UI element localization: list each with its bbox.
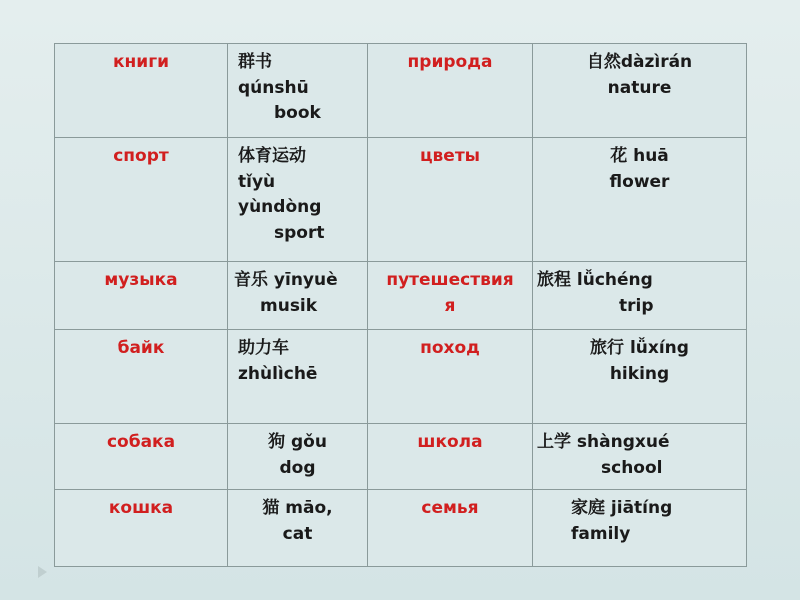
russian-word-cell [55,262,228,330]
table-row [55,330,747,424]
russian-word-cell [55,330,228,424]
chinese-translation-cell [533,44,747,138]
english-word: sport [274,222,325,243]
table-row [55,262,747,330]
chinese-with-pinyin: 花 huā [610,146,669,166]
chinese-translation-cell [533,138,747,262]
chinese-translation-cell [228,490,368,567]
english-word: musik [260,295,318,316]
pinyin: qúnshū [238,77,309,98]
russian-word-cell [368,490,533,567]
russian-word: книги [113,52,169,72]
pinyin: zhùlìchē [238,363,318,384]
table-row [55,490,747,567]
english-word: nature [607,77,672,98]
russian-word: путешеств​ия [386,270,514,290]
chinese-translation-cell [228,262,368,330]
chinese-with-pinyin: 自然dàzìrán [586,52,693,72]
russian-word: кошка [108,498,174,518]
russian-word-cell [55,44,228,138]
english-word: hiking [609,363,670,384]
table-row [55,138,747,262]
russian-word: собака [106,432,176,452]
russian-word: музыка [104,270,178,290]
russian-word: спорт [113,146,169,166]
russian-word-cell [368,424,533,490]
chinese-translation-cell [533,262,747,330]
table-row [55,44,747,138]
english-word: school [601,457,663,478]
russian-word: байк [117,338,165,358]
english-word: family [571,523,631,544]
table-row [55,424,747,490]
chinese-characters: 体育运动 [238,146,306,166]
chinese-translation-cell [228,44,368,138]
chinese-translation-cell [533,330,747,424]
chinese-characters: 群书 [238,52,272,72]
russian-word-cell [55,490,228,567]
russian-word: цветы [419,146,481,166]
chinese-with-pinyin: 家庭 jiātíng [571,498,673,518]
vocabulary-table [54,43,747,567]
russian-word: школа [417,432,483,452]
pinyin: tǐyù [238,171,276,192]
chinese-with-pinyin: 狗 gǒu [268,432,327,452]
triangle-right-icon[interactable] [38,566,47,578]
chinese-translation-cell [228,330,368,424]
russian-word-cell [368,44,533,138]
english-word: trip [619,295,654,316]
chinese-with-pinyin: 音乐 yīnyuè [234,270,338,290]
chinese-translation-cell [533,424,747,490]
russian-word-cell [55,138,228,262]
english-word: cat [282,523,313,544]
chinese-translation-cell [228,424,368,490]
chinese-with-pinyin: 猫 māo, [262,498,333,518]
pinyin: yùndòng [238,197,322,217]
english-word: dog [279,457,316,478]
russian-word-cell [368,330,533,424]
russian-word-cell [368,138,533,262]
russian-word-cell [55,424,228,490]
russian-word: поход [420,338,480,358]
english-word: book [274,103,321,123]
english-word: flower [609,171,670,192]
chinese-characters: 助力车 [238,338,289,358]
chinese-translation-cell [228,138,368,262]
chinese-with-pinyin: 上学 shàngxué [537,432,670,452]
chinese-with-pinyin: 旅行 lǚxíng [590,338,689,358]
russian-word: семья [421,498,479,518]
chinese-translation-cell [533,490,747,567]
russian-word-continuation: я [444,295,456,316]
russian-word: природа [407,52,493,72]
russian-word-cell [368,262,533,330]
chinese-with-pinyin: 旅程 lǚchéng [537,270,653,290]
